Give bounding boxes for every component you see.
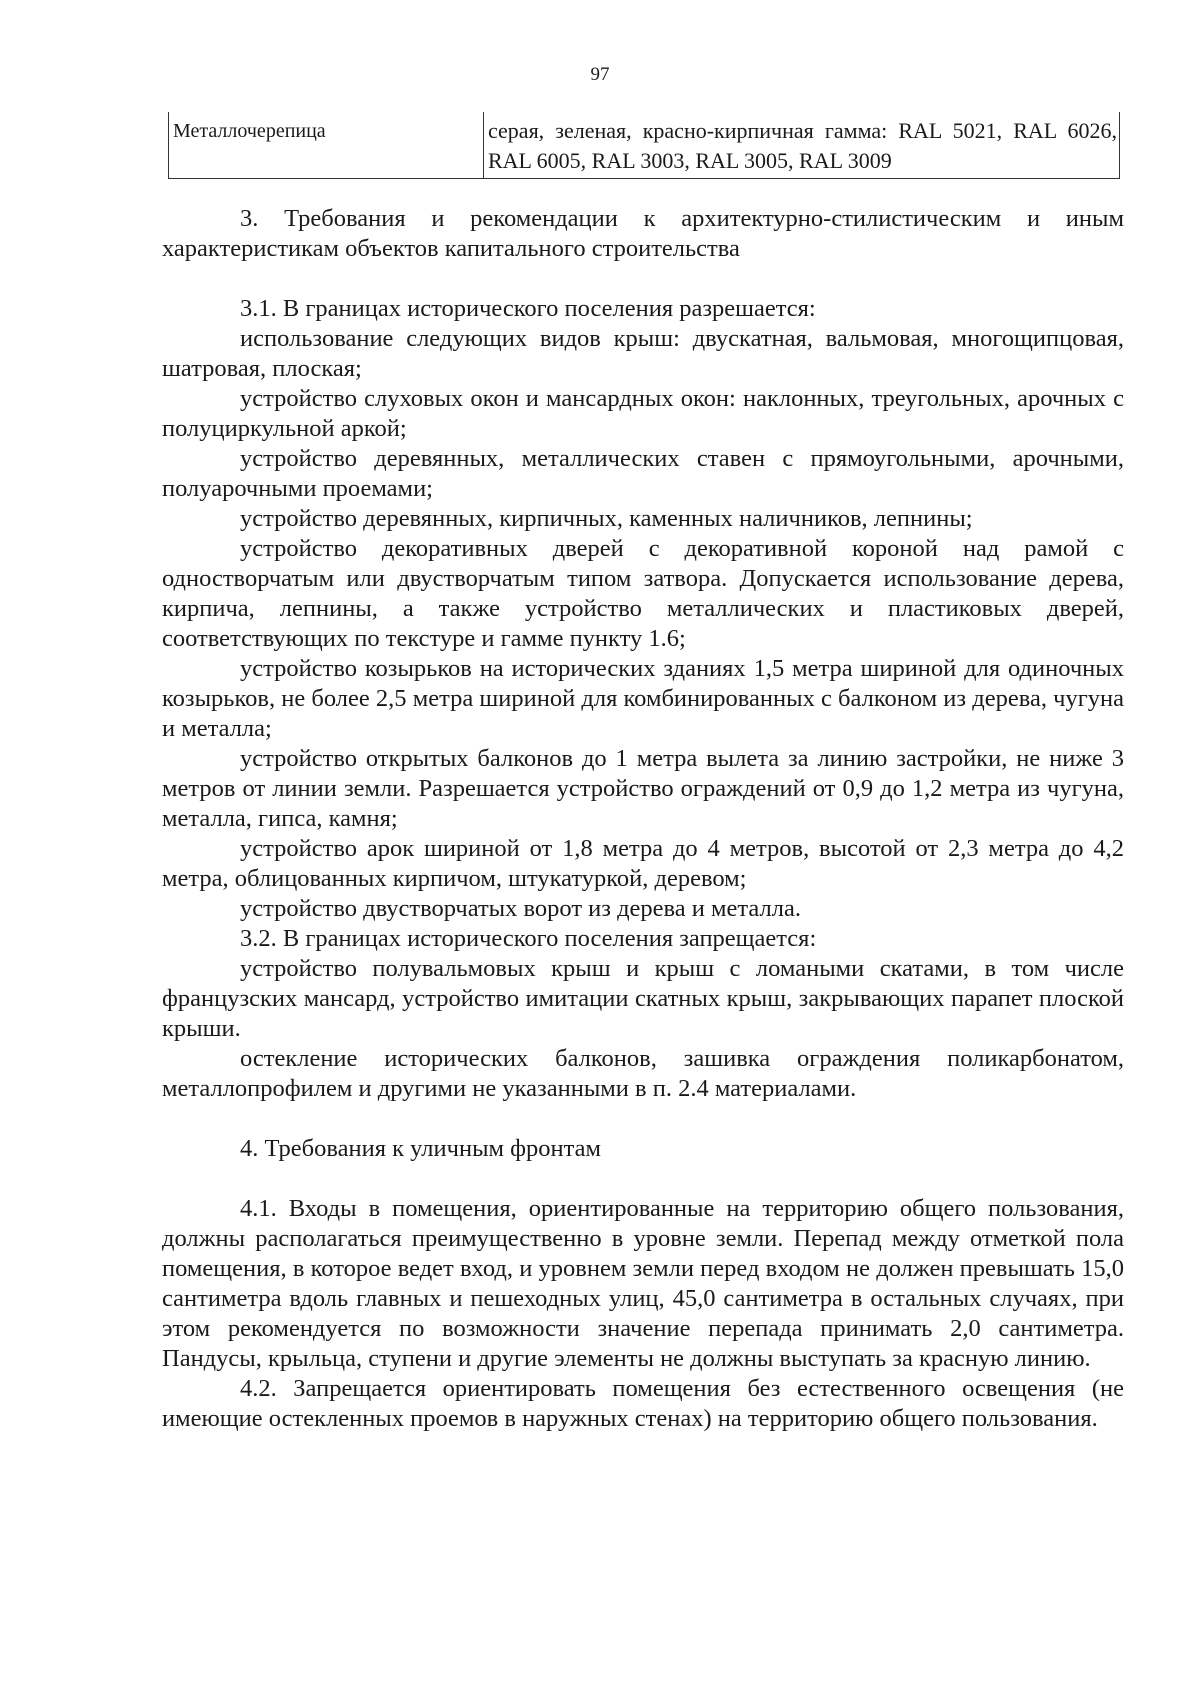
page-number: 97 — [590, 64, 610, 85]
table-row — [169, 112, 1120, 179]
section-3-1-intro: 3.1. В границах исторического поселения разрешается: — [240, 295, 816, 322]
list-item: устройство деревянных, кирпичных, каменных наличников, лепнины; — [240, 505, 973, 532]
colors-cell: серая, зеленая, красно-кирпичная гамма: RAL 5021, RAL 6026, RAL 6005, RAL 3003, RAL 3005, RAL 3009 — [484, 112, 1120, 179]
material-cell: Металлочерепица — [169, 112, 484, 179]
list-item: устройство открытых балконов до 1 метра вылета за линию застройки, не ниже 3 метров от линии земли. Разрешается устройство ограждений от 0,9 до 1,2 метра из чугуна, металла, гипса, камня; — [162, 745, 1124, 832]
list-item: остекление исторических балконов, зашивка ограждения поликарбонатом, металлопрофилем и другими не указанными в п. 2.4 материалами. — [162, 1045, 1124, 1102]
list-item: использование следующих видов крыш: двускатная, вальмовая, многощипцовая, шатровая, плоская; — [162, 325, 1124, 382]
section-3-heading: 3. Требования и рекомендации к архитектурно-стилистическим и иным характеристикам объектов капитального строительства — [162, 205, 1124, 262]
document-body — [162, 204, 1124, 1434]
list-item: устройство слуховых окон и мансардных окон: наклонных, треугольных, арочных с полуциркульной аркой; — [162, 385, 1124, 442]
list-item: устройство декоративных дверей с декоративной короной над рамой с одностворчатым или двустворчатым типом затвора. Допускается использование дерева, кирпича, лепнины, а также устройство металлических и пластиковых дверей, соответствующих по текстуре и гамме пункту 1.6; — [162, 535, 1124, 652]
list-item: устройство козырьков на исторических зданиях 1,5 метра шириной для одиночных козырьков, не более 2,5 метра шириной для комбинированных с балконом из дерева, чугуна и металла; — [162, 655, 1124, 742]
list-item: устройство полувальмовых крыш и крыш с ломаными скатами, в том числе французских мансард, устройство имитации скатных крыш, закрывающих парапет плоской крыши. — [162, 955, 1124, 1042]
list-item: устройство деревянных, металлических ставен с прямоугольными, арочными, полуарочными проемами; — [162, 445, 1124, 502]
list-item: устройство двустворчатых ворот из дерева и металла. — [240, 895, 801, 922]
materials-table — [168, 112, 1120, 179]
section-4-2-paragraph: 4.2. Запрещается ориентировать помещения без естественного освещения (не имеющие остекленных проемов в наружных стенах) на территорию общего пользования. — [162, 1375, 1124, 1432]
section-3-2-intro: 3.2. В границах исторического поселения запрещается: — [240, 925, 817, 952]
section-4-heading: 4. Требования к уличным фронтам — [240, 1135, 602, 1162]
section-4-1-paragraph: 4.1. Входы в помещения, ориентированные на территорию общего пользования, должны располагаться преимущественно в уровне земли. Перепад между отметкой пола помещения, в которое ведет вход, и уровнем земли перед входом не должен превышать 15,0 сантиметра вдоль главных и пешеходных улиц, 45,0 сантиметра в остальных случаях, при этом рекомендуется по возможности значение перепада принимать 2,0 сантиметра. Пандусы, крыльца, ступени и другие элементы не должны выступать за красную линию. — [162, 1195, 1124, 1372]
list-item: устройство арок шириной от 1,8 метра до 4 метров, высотой от 2,3 метра до 4,2 метра, облицованных кирпичом, штукатуркой, деревом; — [162, 835, 1124, 892]
